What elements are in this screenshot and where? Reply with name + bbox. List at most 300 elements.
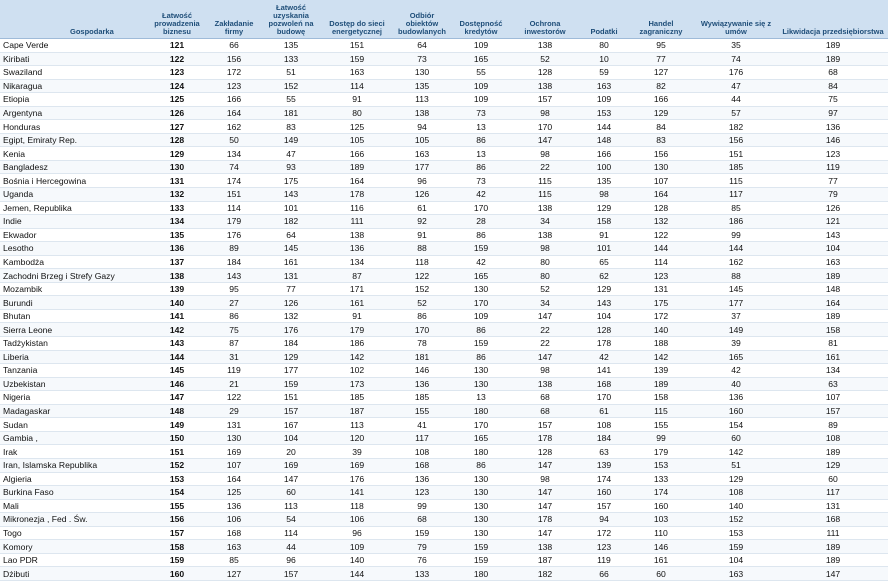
cell-trading-across-borders: 189 xyxy=(628,377,694,391)
cell-enforcing-contracts: 177 xyxy=(694,296,778,310)
cell-registering-property: 135 xyxy=(392,79,452,93)
table-row xyxy=(0,404,888,418)
cell-registering-property: 105 xyxy=(392,133,452,147)
cell-taxes: 104 xyxy=(580,309,628,323)
table-row xyxy=(0,418,888,432)
cell-electricity: 144 xyxy=(322,567,392,581)
cell-credit: 28 xyxy=(452,215,510,229)
cell-economy: Iran, Islamska Republika xyxy=(0,458,146,472)
cell-investor-protection: 68 xyxy=(510,404,580,418)
table-row xyxy=(0,106,888,120)
cell-economy: Madagaskar xyxy=(0,404,146,418)
cell-investor-protection: 178 xyxy=(510,513,580,527)
cell-ease-rank: 134 xyxy=(146,215,208,229)
cell-construction-permits: 161 xyxy=(260,255,322,269)
table-row xyxy=(0,93,888,107)
cell-ease-rank: 125 xyxy=(146,93,208,107)
cell-electricity: 136 xyxy=(322,242,392,256)
cell-enforcing-contracts: 151 xyxy=(694,147,778,161)
cell-enforcing-contracts: 162 xyxy=(694,255,778,269)
cell-enforcing-contracts: 40 xyxy=(694,377,778,391)
cell-trading-across-borders: 155 xyxy=(628,418,694,432)
cell-economy: Uzbekistan xyxy=(0,377,146,391)
cell-investor-protection: 178 xyxy=(510,431,580,445)
cell-enforcing-contracts: 108 xyxy=(694,486,778,500)
table-row xyxy=(0,52,888,66)
cell-starting-business: 174 xyxy=(208,174,260,188)
cell-construction-permits: 159 xyxy=(260,377,322,391)
cell-construction-permits: 169 xyxy=(260,458,322,472)
cell-trading-across-borders: 164 xyxy=(628,188,694,202)
cell-ease-rank: 124 xyxy=(146,79,208,93)
cell-investor-protection: 22 xyxy=(510,337,580,351)
cell-resolving-insolvency: 123 xyxy=(778,147,888,161)
cell-registering-property: 163 xyxy=(392,147,452,161)
cell-economy: Zachodni Brzeg i Strefy Gazy xyxy=(0,269,146,283)
cell-trading-across-borders: 160 xyxy=(628,499,694,513)
cell-ease-rank: 145 xyxy=(146,364,208,378)
table-row xyxy=(0,215,888,229)
header-investor-protection: Ochrona inwestorów xyxy=(510,0,580,39)
cell-ease-rank: 159 xyxy=(146,553,208,567)
cell-starting-business: 31 xyxy=(208,350,260,364)
cell-electricity: 161 xyxy=(322,296,392,310)
cell-ease-rank: 146 xyxy=(146,377,208,391)
table-row xyxy=(0,553,888,567)
cell-resolving-insolvency: 163 xyxy=(778,255,888,269)
cell-ease-rank: 144 xyxy=(146,350,208,364)
cell-resolving-insolvency: 131 xyxy=(778,499,888,513)
table-row xyxy=(0,350,888,364)
cell-enforcing-contracts: 42 xyxy=(694,364,778,378)
cell-enforcing-contracts: 165 xyxy=(694,350,778,364)
cell-construction-permits: 176 xyxy=(260,323,322,337)
cell-starting-business: 27 xyxy=(208,296,260,310)
cell-economy: Burundi xyxy=(0,296,146,310)
cell-trading-across-borders: 107 xyxy=(628,174,694,188)
cell-credit: 180 xyxy=(452,567,510,581)
cell-taxes: 80 xyxy=(580,39,628,53)
cell-resolving-insolvency: 134 xyxy=(778,364,888,378)
cell-enforcing-contracts: 85 xyxy=(694,201,778,215)
cell-ease-rank: 147 xyxy=(146,391,208,405)
cell-resolving-insolvency: 143 xyxy=(778,228,888,242)
cell-electricity: 176 xyxy=(322,472,392,486)
cell-investor-protection: 80 xyxy=(510,255,580,269)
cell-investor-protection: 147 xyxy=(510,486,580,500)
cell-credit: 180 xyxy=(452,404,510,418)
cell-taxes: 62 xyxy=(580,269,628,283)
table-row xyxy=(0,133,888,147)
cell-trading-across-borders: 128 xyxy=(628,201,694,215)
cell-investor-protection: 98 xyxy=(510,147,580,161)
cell-taxes: 100 xyxy=(580,160,628,174)
cell-trading-across-borders: 174 xyxy=(628,486,694,500)
cell-economy: Jemen, Republika xyxy=(0,201,146,215)
cell-ease-rank: 138 xyxy=(146,269,208,283)
cell-enforcing-contracts: 136 xyxy=(694,391,778,405)
table-row xyxy=(0,472,888,486)
cell-enforcing-contracts: 185 xyxy=(694,160,778,174)
table-row xyxy=(0,499,888,513)
cell-ease-rank: 132 xyxy=(146,188,208,202)
cell-investor-protection: 138 xyxy=(510,540,580,554)
table-row xyxy=(0,282,888,296)
cell-trading-across-borders: 83 xyxy=(628,133,694,147)
cell-electricity: 179 xyxy=(322,323,392,337)
cell-resolving-insolvency: 161 xyxy=(778,350,888,364)
cell-ease-rank: 139 xyxy=(146,282,208,296)
cell-registering-property: 168 xyxy=(392,458,452,472)
cell-credit: 130 xyxy=(452,499,510,513)
cell-taxes: 174 xyxy=(580,472,628,486)
cell-ease-rank: 127 xyxy=(146,120,208,134)
cell-electricity: 138 xyxy=(322,228,392,242)
cell-trading-across-borders: 131 xyxy=(628,282,694,296)
cell-registering-property: 138 xyxy=(392,106,452,120)
cell-taxes: 139 xyxy=(580,458,628,472)
cell-starting-business: 75 xyxy=(208,323,260,337)
cell-construction-permits: 157 xyxy=(260,567,322,581)
table-row xyxy=(0,188,888,202)
cell-taxes: 108 xyxy=(580,418,628,432)
cell-electricity: 186 xyxy=(322,337,392,351)
cell-credit: 86 xyxy=(452,228,510,242)
cell-registering-property: 64 xyxy=(392,39,452,53)
cell-economy: Egipt, Emiraty Rep. xyxy=(0,133,146,147)
cell-resolving-insolvency: 89 xyxy=(778,418,888,432)
cell-trading-across-borders: 132 xyxy=(628,215,694,229)
cell-investor-protection: 182 xyxy=(510,567,580,581)
cell-credit: 86 xyxy=(452,350,510,364)
cell-enforcing-contracts: 57 xyxy=(694,106,778,120)
cell-enforcing-contracts: 47 xyxy=(694,79,778,93)
table-row xyxy=(0,513,888,527)
table-row xyxy=(0,147,888,161)
cell-enforcing-contracts: 115 xyxy=(694,174,778,188)
cell-trading-across-borders: 140 xyxy=(628,323,694,337)
cell-investor-protection: 98 xyxy=(510,364,580,378)
cell-trading-across-borders: 129 xyxy=(628,106,694,120)
cell-credit: 42 xyxy=(452,255,510,269)
cell-electricity: 125 xyxy=(322,120,392,134)
cell-resolving-insolvency: 104 xyxy=(778,242,888,256)
cell-construction-permits: 93 xyxy=(260,160,322,174)
cell-taxes: 63 xyxy=(580,445,628,459)
cell-starting-business: 87 xyxy=(208,337,260,351)
cell-economy: Algieria xyxy=(0,472,146,486)
cell-enforcing-contracts: 163 xyxy=(694,567,778,581)
cell-registering-property: 185 xyxy=(392,391,452,405)
cell-investor-protection: 68 xyxy=(510,391,580,405)
cell-investor-protection: 98 xyxy=(510,472,580,486)
cell-starting-business: 89 xyxy=(208,242,260,256)
cell-taxes: 94 xyxy=(580,513,628,527)
cell-electricity: 80 xyxy=(322,106,392,120)
cell-resolving-insolvency: 189 xyxy=(778,445,888,459)
cell-construction-permits: 167 xyxy=(260,418,322,432)
cell-credit: 109 xyxy=(452,309,510,323)
cell-ease-rank: 153 xyxy=(146,472,208,486)
cell-electricity: 120 xyxy=(322,431,392,445)
cell-taxes: 168 xyxy=(580,377,628,391)
cell-enforcing-contracts: 160 xyxy=(694,404,778,418)
cell-construction-permits: 83 xyxy=(260,120,322,134)
cell-construction-permits: 129 xyxy=(260,350,322,364)
header-row xyxy=(0,0,888,39)
cell-starting-business: 106 xyxy=(208,513,260,527)
cell-economy: Mikronezja , Fed . Św. xyxy=(0,513,146,527)
cell-credit: 170 xyxy=(452,418,510,432)
cell-investor-protection: 80 xyxy=(510,269,580,283)
cell-registering-property: 108 xyxy=(392,445,452,459)
cell-investor-protection: 52 xyxy=(510,52,580,66)
cell-credit: 86 xyxy=(452,323,510,337)
cell-credit: 130 xyxy=(452,364,510,378)
cell-trading-across-borders: 166 xyxy=(628,93,694,107)
cell-construction-permits: 60 xyxy=(260,486,322,500)
table-row xyxy=(0,309,888,323)
table-row xyxy=(0,201,888,215)
cell-economy: Swaziland xyxy=(0,66,146,80)
cell-taxes: 163 xyxy=(580,79,628,93)
cell-resolving-insolvency: 97 xyxy=(778,106,888,120)
cell-construction-permits: 55 xyxy=(260,93,322,107)
table-row xyxy=(0,242,888,256)
cell-economy: Honduras xyxy=(0,120,146,134)
cell-trading-across-borders: 115 xyxy=(628,404,694,418)
cell-taxes: 184 xyxy=(580,431,628,445)
cell-investor-protection: 147 xyxy=(510,133,580,147)
cell-enforcing-contracts: 154 xyxy=(694,418,778,432)
table-body xyxy=(0,39,888,581)
cell-construction-permits: 113 xyxy=(260,499,322,513)
cell-economy: Nigeria xyxy=(0,391,146,405)
cell-economy: Lesotho xyxy=(0,242,146,256)
cell-enforcing-contracts: 144 xyxy=(694,242,778,256)
cell-resolving-insolvency: 146 xyxy=(778,133,888,147)
cell-trading-across-borders: 127 xyxy=(628,66,694,80)
cell-ease-rank: 149 xyxy=(146,418,208,432)
cell-construction-permits: 181 xyxy=(260,106,322,120)
cell-enforcing-contracts: 152 xyxy=(694,513,778,527)
cell-resolving-insolvency: 108 xyxy=(778,431,888,445)
cell-construction-permits: 184 xyxy=(260,337,322,351)
cell-electricity: 164 xyxy=(322,174,392,188)
cell-starting-business: 164 xyxy=(208,472,260,486)
cell-economy: Bhutan xyxy=(0,309,146,323)
cell-resolving-insolvency: 148 xyxy=(778,282,888,296)
cell-registering-property: 133 xyxy=(392,567,452,581)
cell-construction-permits: 135 xyxy=(260,39,322,53)
cell-trading-across-borders: 95 xyxy=(628,39,694,53)
cell-electricity: 106 xyxy=(322,513,392,527)
cell-starting-business: 122 xyxy=(208,391,260,405)
cell-credit: 165 xyxy=(452,52,510,66)
cell-ease-rank: 143 xyxy=(146,337,208,351)
cell-starting-business: 114 xyxy=(208,201,260,215)
cell-enforcing-contracts: 142 xyxy=(694,445,778,459)
cell-taxes: 109 xyxy=(580,93,628,107)
cell-credit: 159 xyxy=(452,337,510,351)
cell-ease-rank: 123 xyxy=(146,66,208,80)
cell-economy: Irak xyxy=(0,445,146,459)
cell-enforcing-contracts: 117 xyxy=(694,188,778,202)
cell-ease-rank: 121 xyxy=(146,39,208,53)
cell-registering-property: 146 xyxy=(392,364,452,378)
cell-credit: 130 xyxy=(452,282,510,296)
cell-credit: 73 xyxy=(452,106,510,120)
cell-credit: 42 xyxy=(452,188,510,202)
table-row xyxy=(0,79,888,93)
cell-enforcing-contracts: 99 xyxy=(694,228,778,242)
cell-economy: Kiribati xyxy=(0,52,146,66)
cell-electricity: 113 xyxy=(322,418,392,432)
cell-taxes: 123 xyxy=(580,540,628,554)
table-row xyxy=(0,174,888,188)
cell-resolving-insolvency: 60 xyxy=(778,472,888,486)
cell-electricity: 118 xyxy=(322,499,392,513)
cell-trading-across-borders: 158 xyxy=(628,391,694,405)
cell-investor-protection: 157 xyxy=(510,418,580,432)
cell-trading-across-borders: 139 xyxy=(628,364,694,378)
cell-electricity: 91 xyxy=(322,309,392,323)
cell-registering-property: 92 xyxy=(392,215,452,229)
cell-investor-protection: 187 xyxy=(510,553,580,567)
cell-taxes: 148 xyxy=(580,133,628,147)
cell-registering-property: 52 xyxy=(392,296,452,310)
cell-ease-rank: 130 xyxy=(146,160,208,174)
cell-taxes: 129 xyxy=(580,201,628,215)
cell-resolving-insolvency: 168 xyxy=(778,513,888,527)
table-row xyxy=(0,458,888,472)
cell-construction-permits: 157 xyxy=(260,404,322,418)
cell-credit: 170 xyxy=(452,296,510,310)
cell-trading-across-borders: 123 xyxy=(628,269,694,283)
cell-starting-business: 166 xyxy=(208,93,260,107)
cell-investor-protection: 34 xyxy=(510,215,580,229)
cell-registering-property: 170 xyxy=(392,323,452,337)
cell-taxes: 59 xyxy=(580,66,628,80)
cell-registering-property: 91 xyxy=(392,228,452,242)
cell-enforcing-contracts: 149 xyxy=(694,323,778,337)
table-row xyxy=(0,445,888,459)
cell-trading-across-borders: 84 xyxy=(628,120,694,134)
cell-resolving-insolvency: 136 xyxy=(778,120,888,134)
header-taxes: Podatki xyxy=(580,0,628,39)
cell-investor-protection: 115 xyxy=(510,174,580,188)
table-row xyxy=(0,296,888,310)
cell-registering-property: 96 xyxy=(392,174,452,188)
cell-taxes: 158 xyxy=(580,215,628,229)
cell-electricity: 173 xyxy=(322,377,392,391)
cell-resolving-insolvency: 107 xyxy=(778,391,888,405)
cell-resolving-insolvency: 189 xyxy=(778,540,888,554)
table-row xyxy=(0,567,888,581)
cell-economy: Cape Verde xyxy=(0,39,146,53)
cell-economy: Bośnia i Hercegowina xyxy=(0,174,146,188)
cell-electricity: 178 xyxy=(322,188,392,202)
cell-electricity: 105 xyxy=(322,133,392,147)
cell-investor-protection: 52 xyxy=(510,282,580,296)
cell-investor-protection: 147 xyxy=(510,350,580,364)
cell-trading-across-borders: 146 xyxy=(628,540,694,554)
cell-investor-protection: 170 xyxy=(510,120,580,134)
table-row xyxy=(0,377,888,391)
cell-construction-permits: 177 xyxy=(260,364,322,378)
cell-construction-permits: 101 xyxy=(260,201,322,215)
cell-ease-rank: 135 xyxy=(146,228,208,242)
cell-ease-rank: 148 xyxy=(146,404,208,418)
cell-registering-property: 76 xyxy=(392,553,452,567)
cell-electricity: 102 xyxy=(322,364,392,378)
cell-registering-property: 118 xyxy=(392,255,452,269)
cell-registering-property: 181 xyxy=(392,350,452,364)
header-construction-permits: Łatwość uzyskania pozwoleń na budowę xyxy=(260,0,322,39)
cell-investor-protection: 147 xyxy=(510,309,580,323)
cell-trading-across-borders: 175 xyxy=(628,296,694,310)
cell-enforcing-contracts: 140 xyxy=(694,499,778,513)
cell-economy: Mali xyxy=(0,499,146,513)
cell-electricity: 141 xyxy=(322,486,392,500)
cell-taxes: 160 xyxy=(580,486,628,500)
cell-electricity: 39 xyxy=(322,445,392,459)
cell-investor-protection: 147 xyxy=(510,526,580,540)
cell-economy: Mozambik xyxy=(0,282,146,296)
cell-starting-business: 74 xyxy=(208,160,260,174)
cell-economy: Burkina Faso xyxy=(0,486,146,500)
cell-taxes: 101 xyxy=(580,242,628,256)
cell-credit: 13 xyxy=(452,147,510,161)
cell-construction-permits: 44 xyxy=(260,540,322,554)
cell-electricity: 187 xyxy=(322,404,392,418)
cell-investor-protection: 138 xyxy=(510,377,580,391)
cell-investor-protection: 128 xyxy=(510,66,580,80)
cell-electricity: 116 xyxy=(322,201,392,215)
cell-credit: 109 xyxy=(452,93,510,107)
cell-trading-across-borders: 99 xyxy=(628,431,694,445)
cell-trading-across-borders: 133 xyxy=(628,472,694,486)
cell-trading-across-borders: 60 xyxy=(628,567,694,581)
table-row xyxy=(0,526,888,540)
table-row xyxy=(0,540,888,554)
cell-enforcing-contracts: 104 xyxy=(694,553,778,567)
cell-credit: 55 xyxy=(452,66,510,80)
cell-registering-property: 79 xyxy=(392,540,452,554)
cell-resolving-insolvency: 164 xyxy=(778,296,888,310)
header-credit: Dostępność kredytów xyxy=(452,0,510,39)
cell-starting-business: 164 xyxy=(208,106,260,120)
cell-credit: 165 xyxy=(452,269,510,283)
cell-economy: Tanzania xyxy=(0,364,146,378)
cell-enforcing-contracts: 74 xyxy=(694,52,778,66)
cell-resolving-insolvency: 75 xyxy=(778,93,888,107)
header-starting-business: Zakładanie firmy xyxy=(208,0,260,39)
cell-starting-business: 95 xyxy=(208,282,260,296)
cell-economy: Komory xyxy=(0,540,146,554)
cell-construction-permits: 126 xyxy=(260,296,322,310)
cell-ease-rank: 141 xyxy=(146,309,208,323)
cell-resolving-insolvency: 121 xyxy=(778,215,888,229)
cell-credit: 130 xyxy=(452,486,510,500)
cell-construction-permits: 132 xyxy=(260,309,322,323)
cell-construction-permits: 175 xyxy=(260,174,322,188)
cell-registering-property: 68 xyxy=(392,513,452,527)
cell-resolving-insolvency: 157 xyxy=(778,404,888,418)
cell-registering-property: 152 xyxy=(392,282,452,296)
cell-resolving-insolvency: 84 xyxy=(778,79,888,93)
header-enforcing-contracts: Wywiązywanie się z umów xyxy=(694,0,778,39)
